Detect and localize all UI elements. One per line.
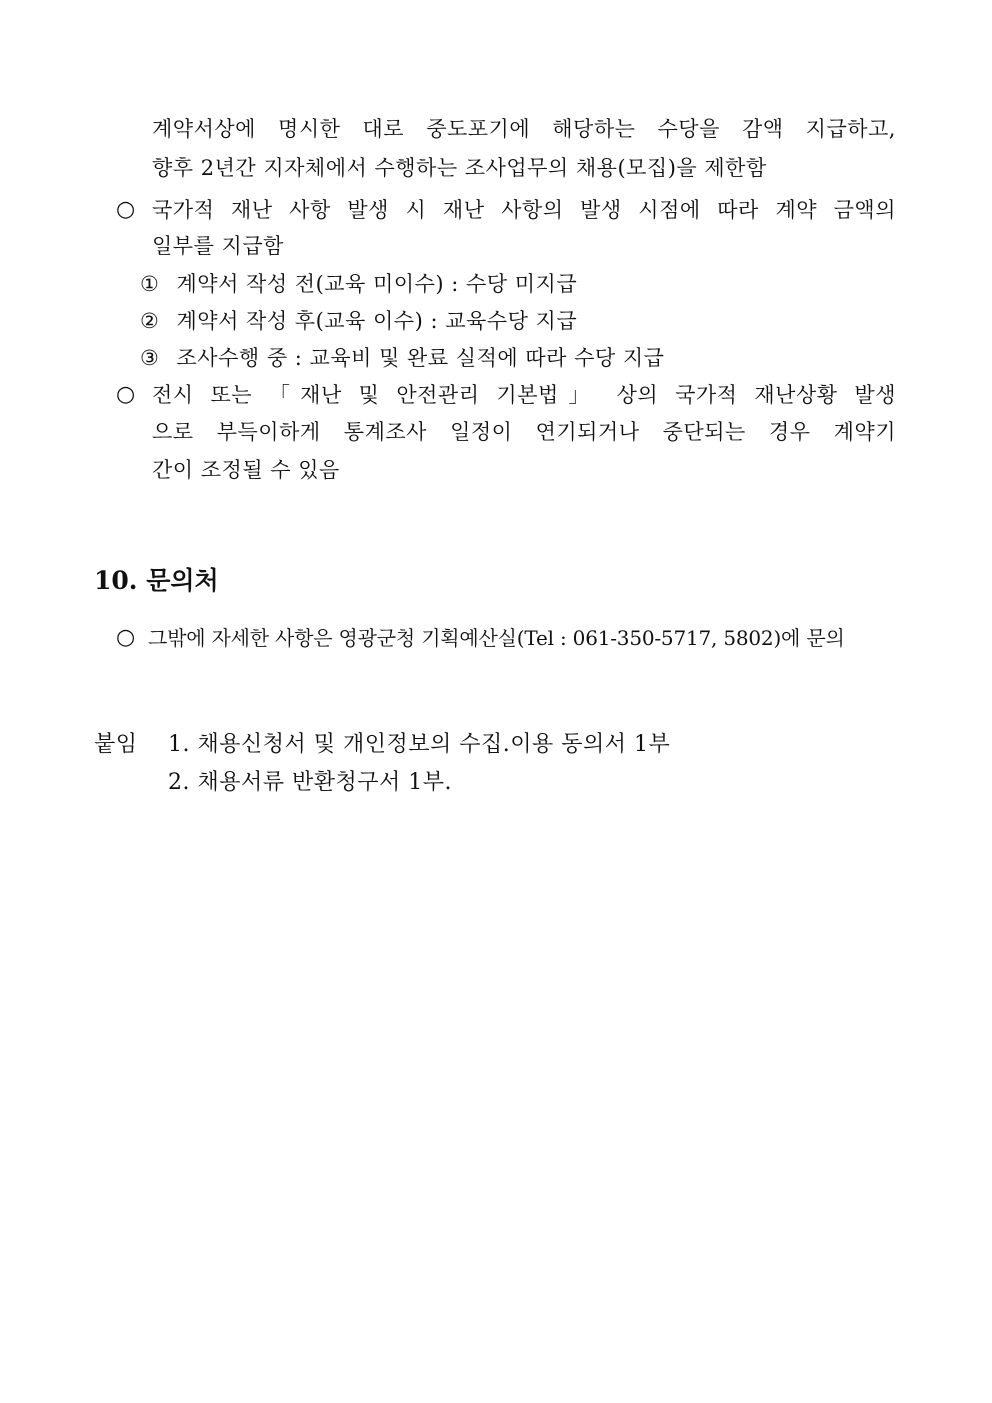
- sub-item-text: 계약서 작성 전(교육 미이수) : 수당 미지급: [176, 272, 578, 296]
- circle-bullet-icon: ○: [116, 197, 136, 222]
- attachment-item-1: 1. 채용신청서 및 개인정보의 수집.이용 동의서 1부: [168, 732, 671, 757]
- contact-text: 그밖에 자세한 사항은 영광군청 기획예산실(Tel : 061-350-5717, 5802)에 문의: [148, 626, 845, 650]
- number-marker: ①: [140, 272, 160, 296]
- disaster-sub-item-1: [140, 270, 577, 298]
- war-bullet-line-1: 전시 또는 「재난 및 안전관리 기본법」 상의 국가적 재난상황 발생: [152, 383, 896, 407]
- attachment-item-2: 2. 채용서류 반환청구서 1부.: [168, 770, 452, 795]
- war-bullet-line-2: 으로 부득이하게 통계조사 일정이 연기되거나 중단되는 경우 계약기: [152, 420, 896, 444]
- number-marker: ②: [140, 309, 160, 333]
- sub-item-text: 계약서 작성 후(교육 이수) : 교육수당 지급: [176, 309, 578, 333]
- disaster-bullet-line-1: 국가적 재난 사항 발생 시 재난 사항의 발생 시점에 따라 계약 금액의: [152, 198, 896, 222]
- disaster-sub-item-2: [140, 307, 577, 335]
- circle-bullet-icon: ○: [116, 382, 136, 407]
- war-bullet-line-3: 간이 조정될 수 있음: [152, 458, 340, 482]
- section9-continuation-line-1: 계약서상에 명시한 대로 중도포기에 해당하는 수당을 감액 지급하고,: [152, 117, 896, 141]
- sub-item-text: 조사수행 중 : 교육비 및 완료 실적에 따라 수당 지급: [176, 346, 665, 370]
- section9-continuation-line-2: 향후 2년간 지자체에서 수행하는 조사업무의 채용(모집)을 제한함: [152, 156, 767, 180]
- disaster-bullet-line-2: 일부를 지급함: [152, 234, 284, 258]
- number-marker: ③: [140, 346, 160, 370]
- section-heading-contact: 10. 문의처: [94, 566, 219, 595]
- disaster-sub-item-3: [140, 344, 664, 372]
- attachments-label: 붙임: [94, 732, 138, 757]
- circle-bullet-icon: ○: [116, 625, 136, 650]
